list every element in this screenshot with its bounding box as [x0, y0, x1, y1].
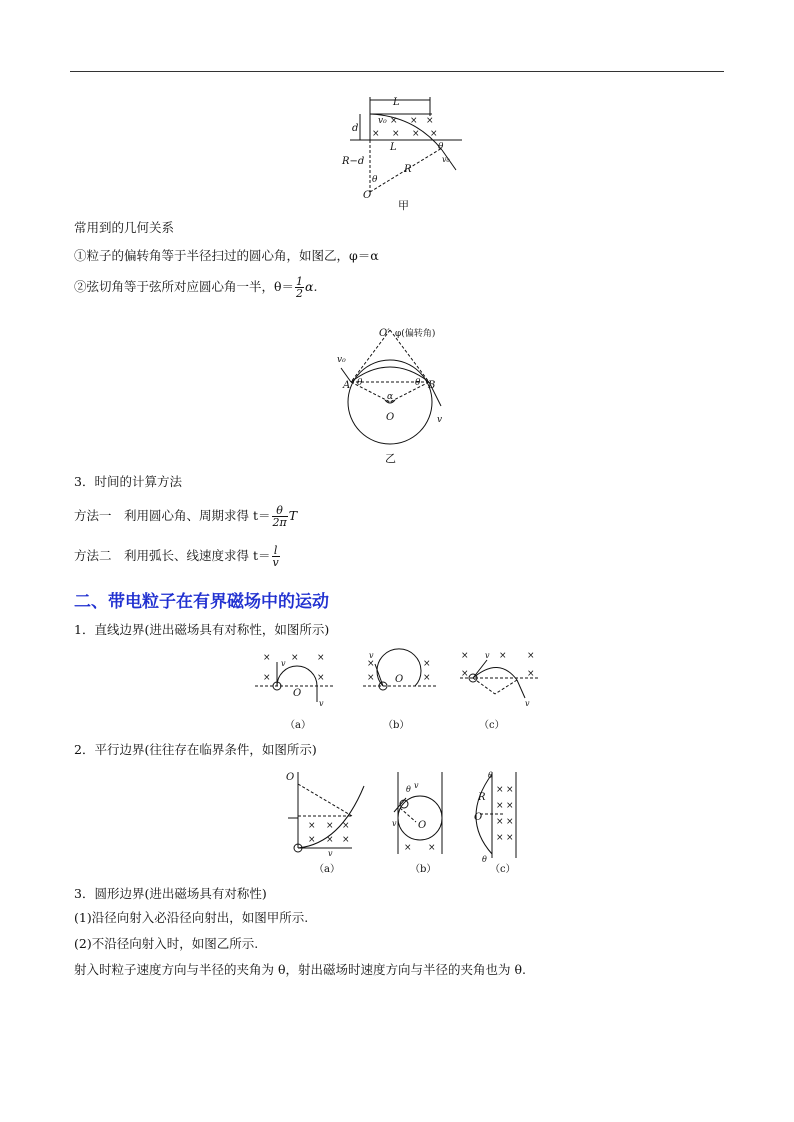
label-O: O: [395, 674, 404, 685]
figure-jia: [330, 92, 480, 212]
frac-num: 1: [296, 275, 304, 288]
label-R: R: [404, 164, 412, 175]
caption-yi: 乙: [385, 452, 396, 465]
figure-straight-boundary: [255, 646, 545, 734]
cross-mark: ×: [326, 835, 334, 845]
caption-b: （b）: [383, 720, 410, 731]
circle-item-3: 射入时粒子速度方向与半径的夹角为 θ，射出磁场时速度方向与半径的夹角也为 θ.: [74, 962, 526, 977]
label-v: v: [437, 415, 443, 425]
label-v0: v₀: [337, 355, 346, 365]
fraction-half: [295, 276, 304, 299]
cross-mark: ×: [499, 651, 507, 661]
cross-mark: ×: [342, 835, 350, 845]
cross-mark: ×: [423, 673, 431, 683]
label-theta: θ: [406, 785, 411, 794]
cross-mark: ×: [372, 129, 380, 139]
geo-title: 常用到的几何关系: [74, 220, 175, 235]
caption-c: （c）: [479, 720, 505, 731]
label-theta-a: θ: [357, 378, 363, 388]
m2-pre: 方法二 利用弧长、线速度求得 t＝: [74, 548, 271, 563]
m1-pre: 方法一 利用圆心角、周期求得 t＝: [74, 508, 271, 523]
frac-num: l: [272, 545, 280, 557]
label-v: v: [319, 699, 324, 708]
header-rule: [70, 71, 724, 72]
time-method-2: [74, 545, 281, 568]
label-v: v: [328, 849, 333, 858]
geo-item-2: [74, 276, 317, 299]
cross-mark: ×: [412, 129, 420, 139]
label-phi: φ(偏转角): [395, 329, 436, 339]
label-v: v: [369, 651, 374, 660]
cross-mark: ×: [527, 651, 535, 661]
cross-mark: ×: [506, 817, 514, 827]
label-v: v: [281, 659, 286, 668]
label-v: v: [392, 819, 397, 828]
cross-mark: ×: [496, 801, 504, 811]
cross-mark: ×: [291, 653, 299, 663]
cross-mark: ×: [461, 651, 469, 661]
cross-mark: ×: [496, 833, 504, 843]
cross-mark: ×: [506, 833, 514, 843]
label-O: O: [474, 812, 483, 823]
cross-mark: ×: [496, 785, 504, 795]
cross-mark: ×: [390, 116, 398, 126]
cross-mark: ×: [461, 669, 469, 679]
caption-a: （a）: [314, 864, 340, 875]
straight-boundary-title: 1．直线边界(进出磁场具有对称性，如图所示): [74, 622, 330, 637]
cross-mark: ×: [426, 116, 434, 126]
cross-mark: ×: [317, 673, 325, 683]
label-r-minus-d: R−d: [342, 156, 365, 167]
label-v0-out: v₀: [442, 155, 450, 164]
time-method-1: [74, 505, 297, 528]
parallel-boundary-title: 2．平行边界(往往存在临界条件，如图所示): [74, 742, 317, 757]
label-O: O: [286, 772, 295, 783]
frac-den: v: [272, 556, 279, 569]
cross-mark: ×: [496, 817, 504, 827]
caption-a: （a）: [285, 720, 311, 731]
cross-mark: ×: [430, 129, 438, 139]
time-title: 3．时间的计算方法: [74, 474, 182, 489]
cross-mark: ×: [506, 785, 514, 795]
fraction-l-v: [272, 545, 280, 568]
label-theta: θ: [488, 771, 493, 780]
section-heading: 二、带电粒子在有界磁场中的运动: [74, 592, 329, 612]
label-O: O: [293, 688, 302, 699]
label-theta: θ: [438, 142, 444, 152]
frac-den: 2π: [272, 516, 287, 529]
label-o-prime: O′: [379, 328, 390, 339]
cross-mark: ×: [342, 821, 350, 831]
label-theta-o: θ: [372, 175, 378, 185]
cross-mark: ×: [506, 801, 514, 811]
circle-item-2: (2)不沿径向射入时，如图乙所示.: [74, 936, 259, 951]
m1-post: T: [288, 508, 298, 523]
caption-b: （b）: [410, 864, 437, 875]
frac-num: θ: [272, 505, 288, 517]
fraction-theta-2pi: [272, 505, 288, 528]
cross-mark: ×: [367, 673, 375, 683]
circle-item-1: (1)沿径向射入必沿径向射出，如图甲所示.: [74, 910, 309, 925]
cross-mark: ×: [527, 669, 535, 679]
label-theta: θ: [482, 855, 487, 864]
label-R: R: [478, 792, 486, 803]
caption-c: （c）: [490, 864, 516, 875]
cross-mark: ×: [317, 653, 325, 663]
figure-parallel-boundary: [280, 768, 530, 878]
cross-mark: ×: [326, 821, 334, 831]
label-O: O: [386, 412, 395, 423]
label-v: v: [525, 699, 530, 708]
cross-mark: ×: [428, 843, 436, 853]
label-L-mid: L: [390, 142, 397, 153]
cross-mark: ×: [263, 673, 271, 683]
label-v: v: [485, 651, 490, 660]
label-O: O: [418, 820, 427, 831]
cross-mark: ×: [308, 821, 316, 831]
label-B: B: [428, 380, 436, 391]
label-v: v: [414, 781, 419, 790]
cross-mark: ×: [410, 116, 418, 126]
caption-jia: 甲: [398, 199, 409, 212]
frac-den: 2: [296, 287, 304, 300]
cross-mark: ×: [423, 659, 431, 669]
cross-mark: ×: [308, 835, 316, 845]
label-L-top: L: [393, 97, 400, 108]
label-A: A: [343, 380, 351, 391]
cross-mark: ×: [263, 653, 271, 663]
cross-mark: ×: [367, 659, 375, 669]
label-O: O: [363, 190, 372, 201]
label-alpha: α: [387, 392, 394, 402]
cross-mark: ×: [392, 129, 400, 139]
circle-boundary-title: 3．圆形边界(进出磁场具有对称性): [74, 886, 267, 901]
cross-mark: ×: [404, 843, 412, 853]
label-theta-b: θ: [415, 378, 421, 388]
label-v0-in: v₀: [378, 116, 387, 126]
geo-item-1: ①粒子的偏转角等于半径扫过的圆心角，如图乙，φ＝α: [74, 248, 379, 263]
label-d: d: [352, 123, 359, 134]
item2-post: α.: [305, 279, 318, 294]
item2-pre: ②弦切角等于弦所对应圆心角一半，θ＝: [74, 279, 295, 294]
figure-yi: [335, 322, 465, 470]
